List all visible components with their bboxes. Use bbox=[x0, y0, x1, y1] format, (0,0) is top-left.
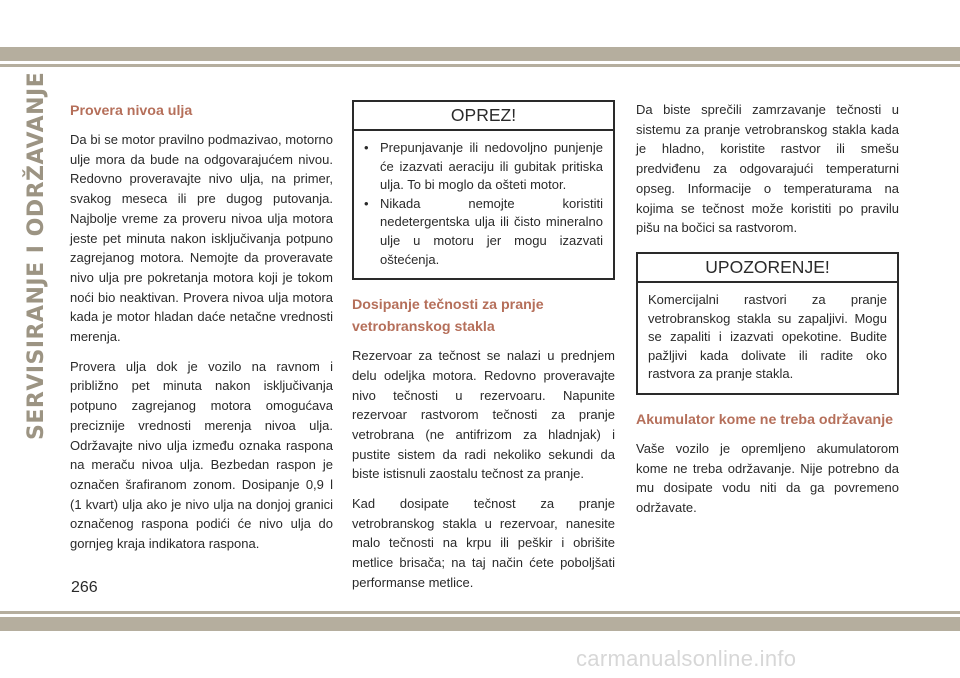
bottom-decor-line bbox=[0, 611, 960, 614]
paragraph: Da biste sprečili zamrzavanje tečnosti u sistemu za pranje vetrobranskog stakla kada je hladno, koristite rastvor ili smešu predviđenu za odgovarajući temperaturni opseg. Informacije o temperaturama na kojima se tečnost može koristiti po pravilu pišu na bočici sa rastvorom. bbox=[636, 102, 899, 236]
heading-battery: Akumulator kome ne treba održavanje bbox=[636, 411, 894, 428]
column-3 bbox=[636, 100, 899, 528]
paragraph: Provera ulja dok je vozilo na ravnom i približno pet minuta nakon isključivanja potpuno zagrejanog motora omogućava preciznije vrednosti merenja nivoa ulja. Održavajte nivo ulja između oznaka raspona na meraču nivoa ulja. Bezbedan raspon je označen šrafiranom zonom. Dosipanje 0,9 l (1 kvart) ulja ako je nivo ulja na donjoj granici označenog raspona podići će nivo ulja do gornjeg kraja indikatora raspona. bbox=[70, 358, 333, 552]
bottom-decor-band bbox=[0, 617, 960, 631]
caution-box bbox=[352, 100, 615, 280]
warning-text: Komercijalni rastvori za pranje vetrobranskog stakla su zapaljivi. Mogu se zapaliti i izazvati opekotine. Budite pažljivi kada dolivate ili radite oko rastvora za pranje stakla. bbox=[648, 291, 887, 382]
paragraph: Da bi se motor pravilno podmazivao, motorno ulje mora da bude na odgovarajućem nivou. Redovno proveravajte nivo ulja, na primer, svakog meseca ili pre dugog putovanja. Najbolje vreme za proveru nivoa ulja motora jeste pet minuta nakon isključivanja potpuno zagrejanog motora. Nemojte da proveravate nivo ulja pre pokretanja motora koji je tokom noći bio neaktivan. Provera nivoa ulja motora kada je motor hladan daće netačne vrednosti merenja. bbox=[70, 132, 333, 345]
page-number: 266 bbox=[71, 579, 98, 596]
column-1 bbox=[70, 100, 333, 564]
section-side-title: SERVISIRANJE I ODRŽAVANJE bbox=[24, 71, 49, 440]
warning-box bbox=[636, 252, 899, 395]
paragraph: Kad dosipate tečnost za pranje vetrobranskog stakla u rezervoar, nanesite malo tečnosti na krpu ili peškir i obrišite metlice brisača; na taj način ćete poboljšati performanse metlice. bbox=[352, 496, 615, 590]
top-decor-band bbox=[0, 47, 960, 61]
caution-list bbox=[364, 139, 603, 269]
heading-oil-check: Provera nivoa ulja bbox=[70, 103, 193, 119]
watermark: carmanualsonline.info bbox=[576, 646, 797, 671]
column-2 bbox=[352, 100, 615, 603]
caution-item: • Prepunjavanje ili nedovoljno punjenje će izazvati aeraciju ili gubitak pritiska ulja. To bi moglo da ošteti motor. bbox=[364, 139, 603, 195]
warning-title: UPOZORENJE! bbox=[638, 254, 897, 283]
paragraph: Vaše vozilo je opremljeno akumulatorom kome ne treba održavanje. Nije potrebno da mu dosipate vodu niti da ga povremeno održavate. bbox=[636, 440, 899, 515]
top-decor-line bbox=[0, 64, 960, 67]
caution-item: • Nikada nemojte koristiti nedetergentska ulja ili čisto mineralno ulje u motoru jer mogu izazvati oštećenja. bbox=[364, 195, 603, 269]
caution-title: OPREZ! bbox=[354, 102, 613, 131]
heading-washer-fluid: Dosipanje tečnosti za pranje vetrobranskog stakla bbox=[352, 297, 544, 336]
paragraph: Rezervoar za tečnost se nalazi u prednjem delu odeljka motora. Redovno proveravajte nivo tečnosti u rezervoaru. Napunite rezervoar rastvorom tečnosti za pranje vetrobrana (ne antifrizom za hladnjak) i pustite sistem da radi nekoliko sekundi da biste istisnuli zaostalu tečnost za pranje. bbox=[352, 348, 615, 482]
